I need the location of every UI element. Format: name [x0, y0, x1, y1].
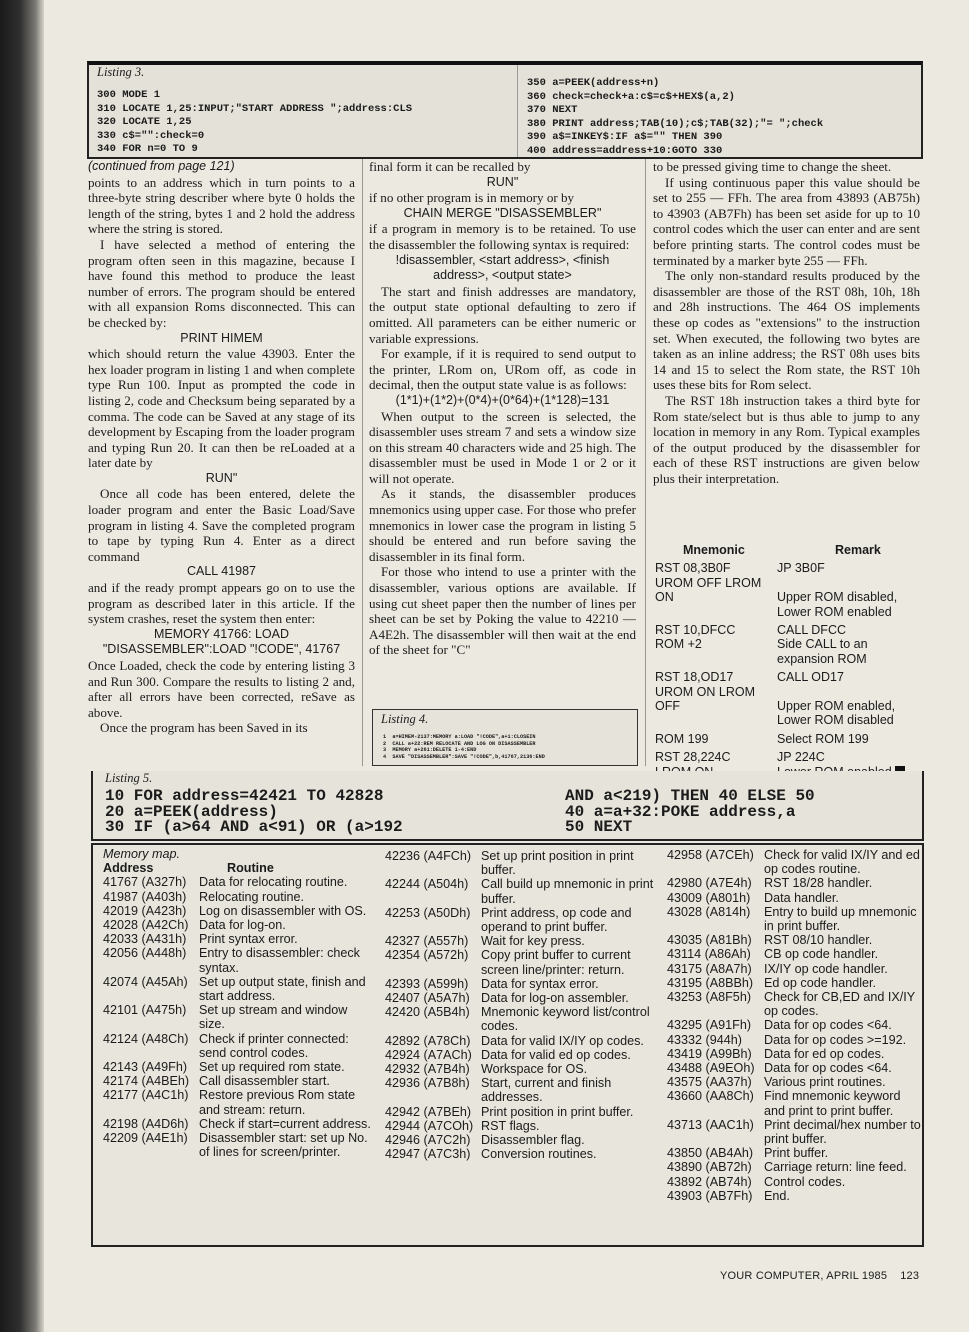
remark-cell: JP 3B0F Upper ROM disabled, Lower ROM enabled	[777, 561, 898, 619]
address-header: Address	[103, 861, 154, 876]
page-number: 123	[900, 1270, 920, 1282]
routine-description: Mnemonic keyword list/control codes.	[481, 1005, 650, 1034]
routine-description: Disassembler flag.	[481, 1133, 585, 1148]
mnemonic-header: Mnemonic	[683, 543, 745, 557]
memory-address: 42033 (A431h)	[103, 932, 187, 947]
paragraph: which should return the value 43903. Enter the hex loader program in listing 1 and when complete type Run 100. Input as prompted the code in listing 2, code and Checksum being separated by a comma. The code can be Saved at any stage of its development by Escaping from the loader program and typing Run 20. It can then be reLoaded at a later date by	[88, 346, 355, 471]
code-line: 340 FOR n=0 TO 9	[97, 143, 198, 156]
listing-5-box	[91, 771, 924, 841]
paragraph: and if the ready prompt appears go on to use the program as described later in this article. If the system crashes, reset the system then enter:	[88, 580, 355, 627]
memory-address: 42942 (A7BEh)	[385, 1104, 472, 1119]
code-line: 1 a=HIMEM-2137:MEMORY a:LOAD "!CODE",a+1:CLOSEIN	[383, 734, 536, 740]
memory-map-entry	[667, 1075, 923, 1089]
memory-address: 42056 (A448h)	[103, 946, 187, 961]
memory-map-entry	[385, 991, 655, 1005]
remark-cell: CALL OD17 Upper ROM enabled, Lower ROM disabled	[777, 670, 896, 728]
listing-5-left-code	[105, 789, 403, 836]
routine-description: Data for log-on assembler.	[481, 991, 629, 1006]
memory-map-entry	[667, 962, 923, 976]
routine-description: Check for CB,ED and IX/IY op codes.	[764, 990, 915, 1019]
routine-description: Print syntax error.	[199, 932, 298, 947]
memory-address: 43713 (AAC1h)	[667, 1117, 754, 1132]
command-line: (1*1)+(1*2)+(0*4)+(0*64)+(1*128)=131	[395, 392, 610, 407]
code-line: 310 LOCATE 1,25:INPUT;"START ADDRESS ";address:CLS	[97, 102, 413, 115]
memory-address: 43892 (AB74h)	[667, 1174, 752, 1189]
memory-address: 42892 (A78Ch)	[385, 1033, 471, 1048]
memory-map-title: Memory map.	[103, 847, 180, 861]
code-line: 3 MEMORY a+261:DELETE 1-4:END	[383, 747, 477, 754]
routine-description: Data handler.	[764, 890, 839, 905]
memory-address: 43028 (A814h)	[667, 904, 751, 919]
routine-description: Print position in print buffer.	[481, 1104, 634, 1119]
listing-5-caption: Listing 5.	[105, 771, 153, 785]
code-line: 4 SAVE "DISASSEMBLER":SAVE "!CODE",b,41767,2136:END	[383, 753, 545, 760]
mnemonic-row	[655, 623, 920, 666]
routine-description: Start, current and finish addresses.	[481, 1076, 612, 1105]
remark-cell: Select ROM 199	[777, 731, 869, 746]
article-column-3	[653, 159, 920, 486]
routine-description: Data for op codes <64.	[764, 1018, 892, 1033]
routine-description: Data for valid ed op codes.	[481, 1047, 631, 1062]
routine-description: Check for valid IX/IY and ed op codes routine.	[764, 848, 920, 877]
memory-map-entry	[667, 1189, 923, 1203]
command-line: CHAIN MERGE "DISASSEMBLER"	[403, 205, 602, 220]
code-line: 390 a$=INKEY$:IF a$="" THEN 390	[527, 131, 723, 144]
code-line: 370 NEXT	[527, 104, 578, 117]
command-line: !disassembler, <start address>, <finish address>, <output state>	[395, 252, 610, 283]
memory-map-entry	[385, 1034, 655, 1048]
routine-description: RST flags.	[481, 1118, 540, 1133]
memory-map-entry	[667, 933, 923, 947]
mnemonic-table	[655, 543, 920, 779]
memory-map-entry	[667, 947, 923, 961]
command-line: CALL 41987	[186, 564, 257, 579]
memory-address: 42074 (A45Ah)	[103, 974, 188, 989]
memory-address: 43419 (A99Bh)	[667, 1046, 752, 1061]
paragraph: When output to the screen is selected, the disassembler uses stream 7 and sets a window size on this stream 40 characters wide and 25 high. The disassembler must be used in Mode 1 or 2 or it will not operate.	[369, 408, 636, 486]
routine-description: Print buffer.	[764, 1146, 829, 1161]
memory-map-entry	[385, 1062, 655, 1076]
memory-map-entry	[385, 1005, 655, 1033]
memory-address: 42420 (A5B4h)	[385, 1005, 470, 1020]
memory-address: 42980 (A7E4h)	[667, 876, 752, 891]
memory-map-entry	[385, 1119, 655, 1133]
memory-map-entry	[103, 975, 373, 1003]
memory-address: 43035 (A81Bh)	[667, 933, 752, 948]
code-line: 30 IF (a>64 AND a<91) OR (a>192	[105, 818, 403, 836]
memory-map-column-3	[667, 848, 923, 1203]
memory-map-entry	[103, 1074, 373, 1088]
routine-description: Call disassembler start.	[199, 1074, 330, 1089]
routine-description: IX/IY op code handler.	[764, 961, 888, 976]
routine-description: Disassembler start: set up No. of lines for screen/printer.	[199, 1131, 368, 1160]
routine-description: Entry to build up mnemonic in print buffer.	[764, 904, 917, 934]
memory-map-entry	[667, 1175, 923, 1189]
mnemonic-row	[655, 732, 920, 746]
memory-address: 42174 (A4BEh)	[103, 1074, 190, 1089]
memory-address: 41987 (A403h)	[103, 889, 187, 904]
routine-description: Carriage return: line feed.	[764, 1160, 907, 1175]
memory-map-entry	[103, 1131, 373, 1159]
routine-description: Restore previous Rom state and stream: return.	[199, 1088, 356, 1117]
memory-map-entry	[103, 1032, 373, 1060]
memory-address: 43903 (AB7Fh)	[667, 1188, 753, 1203]
memory-map-entry	[667, 905, 923, 933]
memory-map-entry	[667, 1146, 923, 1160]
code-line: 400 address=address+10:GOTO 330	[527, 144, 723, 157]
memory-map-entry	[385, 849, 655, 877]
memory-address: 42124 (A48Ch)	[103, 1031, 189, 1046]
remark-header: Remark	[835, 543, 881, 557]
routine-description: Conversion routines.	[481, 1147, 597, 1162]
routine-description: Wait for key press.	[481, 934, 585, 949]
code-line: 380 PRINT address;TAB(10);c$;TAB(32);"= ";check	[527, 117, 824, 130]
publication-name: YOUR COMPUTER, APRIL 1985	[720, 1270, 888, 1282]
paragraph: Once the program has been Saved in its	[100, 720, 308, 736]
memory-map-entry	[385, 977, 655, 991]
column-rule	[362, 159, 363, 766]
command-line: MEMORY 41766: LOAD "DISASSEMBLER":LOAD "!CODE", 41767	[102, 626, 341, 657]
memory-address: 43253 (A8F5h)	[667, 990, 752, 1005]
memory-map-entry	[103, 904, 373, 918]
routine-description: Find mnemonic keyword and print to print buffer.	[764, 1089, 901, 1118]
memory-map-entry	[667, 891, 923, 905]
article-column-1	[88, 159, 355, 736]
memory-address: 43175 (A8A7h)	[667, 961, 752, 976]
memory-address: 43009 (A801h)	[667, 890, 751, 905]
memory-map-entry	[103, 946, 373, 974]
paragraph: if no other program is in memory or by	[369, 190, 575, 206]
memory-map-entry	[385, 877, 655, 905]
paragraph: final form it can be recalled by	[369, 159, 531, 174]
memory-map-entry	[667, 1118, 923, 1146]
memory-address: 42244 (A504h)	[385, 877, 469, 892]
memory-address: 42177 (A4C1h)	[103, 1088, 189, 1103]
memory-map-entry	[103, 932, 373, 946]
routine-header: Routine	[227, 861, 274, 876]
memory-map-entry	[667, 1047, 923, 1061]
memory-address: 42198 (A4D6h)	[103, 1116, 189, 1131]
paragraph: if a program in memory is to be retained. To use the disassembler the following syntax is required:	[369, 221, 636, 252]
memory-address: 43295 (A91Fh)	[667, 1018, 752, 1033]
paragraph: I have selected a method of entering the program often seen in this magazine, because I have found this method to produce the least number of errors. The program should be entered with all expansion Roms disconnected. This can be checked by:	[88, 236, 355, 330]
code-line: 320 LOCATE 1,25	[97, 116, 192, 129]
memory-map-entry	[385, 1133, 655, 1147]
memory-address: 42019 (A423h)	[103, 903, 187, 918]
memory-address: 42924 (A7ACh)	[385, 1047, 472, 1062]
memory-map-entry	[103, 1003, 373, 1031]
listing-3-divider	[517, 65, 518, 157]
routine-description: Set up print position in print buffer.	[481, 849, 634, 878]
memory-map-entry	[667, 1089, 923, 1117]
paragraph: Once Loaded, check the code by entering listing 3 and Run 300. Compare the results to listing 2 and, after all errors have been corrected, reSave as above.	[88, 658, 355, 720]
code-line: 2 CALL a+22:REM RELOCATE AND LOG ON DISASSEMBLER	[383, 740, 536, 747]
memory-address: 43575 (AA37h)	[667, 1075, 752, 1090]
page-footer	[720, 1270, 919, 1282]
paragraph: For example, if it is required to send output to the printer, LRom on, URom off, as code in decimal, then the output state value is as follows:	[369, 346, 636, 393]
memory-map-entry	[103, 918, 373, 932]
code-line: 300 MODE 1	[97, 89, 161, 101]
memory-address: 42209 (A4E1h)	[103, 1131, 188, 1146]
memory-address: 42947 (A7C3h)	[385, 1147, 471, 1162]
memory-address: 43195 (A8BBh)	[667, 975, 754, 990]
code-line: 350 a=PEEK(address+n)	[527, 77, 660, 89]
routine-description: Various print routines.	[764, 1075, 886, 1090]
listing-3-box	[87, 61, 923, 159]
routine-description: Data for op codes >=192.	[764, 1032, 907, 1047]
mnemonic-cell: RST 08,3B0F UROM OFF LROM ON	[655, 561, 762, 605]
listing-3-left-code	[97, 89, 412, 157]
routine-description: Data for ed op codes.	[764, 1046, 885, 1061]
memory-address: 42101 (A475h)	[103, 1003, 187, 1018]
memory-address: 41767 (A327h)	[103, 875, 187, 890]
memory-map-column-1	[103, 847, 373, 1159]
memory-map-entry	[385, 948, 655, 976]
memory-address: 42946 (A7C2h)	[385, 1133, 471, 1148]
memory-map-entry	[667, 1018, 923, 1032]
paragraph: As it stands, the disassembler produces mnemonics using upper case. For those who prefer mnemonics in lower case the program in listing 5 should be entered and run before saving the disassembler in its final form.	[369, 486, 636, 564]
routine-description: Copy print buffer to current screen line/printer: return.	[481, 948, 631, 977]
paragraph: points to an address which in turn points to a three-byte string describer where byte 0 holds the length of the string, bytes 1 and 2 hold the address where the string is stored.	[88, 174, 355, 237]
mnemonic-table-header	[655, 543, 920, 557]
memory-address: 42327 (A557h)	[385, 934, 469, 949]
routine-description: Check if start=current address.	[199, 1116, 371, 1131]
routine-description: RST 08/10 handler.	[764, 933, 873, 948]
article-column-2	[369, 159, 636, 658]
mnemonic-row	[655, 561, 920, 619]
routine-description: Call build up mnemonic in print buffer.	[481, 877, 654, 906]
paragraph: The RST 18h instruction takes a third byte for Rom state/select but is thus able to jump to any location in memory in any Rom. Typical examples of the output produced by the disassembler for each of these RST instructions are given below plus their interpretation.	[653, 392, 920, 486]
memory-map-entry	[385, 934, 655, 948]
routine-description: Data for valid IX/IY op codes.	[481, 1033, 644, 1048]
routine-description: Data for op codes <64.	[764, 1061, 892, 1076]
memory-address: 42143 (A49Fh)	[103, 1060, 188, 1075]
memory-map-entry	[385, 1076, 655, 1104]
listing-3-right-code	[527, 77, 823, 159]
memory-map-entry	[385, 906, 655, 934]
memory-map-entry	[385, 1048, 655, 1062]
memory-address: 43850 (AB4Ah)	[667, 1146, 754, 1161]
mnemonic-cell: ROM 199	[655, 731, 709, 746]
memory-address: 42393 (A599h)	[385, 976, 469, 991]
routine-description: Workspace for OS.	[481, 1062, 588, 1077]
column-rule	[645, 159, 646, 766]
routine-description: End.	[764, 1188, 790, 1203]
routine-description: RST 18/28 handler.	[764, 876, 873, 891]
memory-address: 43890 (AB72h)	[667, 1160, 752, 1175]
routine-description: Print address, op code and operand to print buffer.	[481, 905, 632, 935]
memory-address: 42936 (A7B8h)	[385, 1076, 470, 1091]
memory-address: 42354 (A572h)	[385, 948, 469, 963]
listing-3-caption: Listing 3.	[97, 65, 145, 79]
remark-cell: JP 224C	[777, 750, 920, 779]
mnemonic-cell: RST 10,DFCC ROM +2	[655, 623, 736, 652]
remark-cell: CALL DFCC Side CALL to an expansion ROM	[777, 623, 868, 666]
routine-description: Check if printer connected: send control codes.	[199, 1031, 349, 1060]
memory-map-entry	[103, 1060, 373, 1074]
code-line: 20 a=PEEK(address)	[105, 802, 278, 821]
routine-description: Data for log-on.	[199, 918, 286, 933]
mnemonic-cell: RST 28,224C	[655, 750, 731, 765]
memory-address: 43488 (A9EOh)	[667, 1061, 755, 1076]
memory-address: 42407 (A5A7h)	[385, 991, 470, 1006]
memory-map-entry	[103, 1117, 373, 1131]
memory-map-entry	[103, 875, 373, 889]
code-line: 10 FOR address=42421 TO 42828	[105, 787, 384, 805]
routine-description: Print decimal/hex number to print buffer.	[764, 1117, 921, 1147]
code-line: 330 c$="":check=0	[97, 129, 205, 142]
paragraph: to be pressed giving time to change the sheet.	[653, 159, 892, 174]
routine-description: Log on disassembler with OS.	[199, 903, 367, 918]
memory-address: 42253 (A50Dh)	[385, 905, 471, 920]
routine-description: Set up stream and window size.	[199, 1003, 348, 1032]
book-binding-shadow	[0, 0, 44, 1332]
routine-description: Set up required rom state.	[199, 1060, 345, 1075]
routine-description: CB op code handler.	[764, 947, 879, 962]
listing-4-code	[383, 734, 545, 760]
continuation-note: (continued from page 121)	[88, 159, 235, 173]
memory-address: 43660 (AA8Ch)	[667, 1089, 754, 1104]
routine-description: Entry to disassembler: check syntax.	[199, 946, 360, 975]
memory-map-column-2	[385, 849, 655, 1161]
listing-5-right-code	[565, 789, 815, 836]
memory-map-entry	[385, 1105, 655, 1119]
memory-map-box	[91, 843, 924, 1247]
memory-map-entry	[667, 976, 923, 990]
command-line: RUN"	[486, 174, 519, 189]
routine-description: Data for relocating routine.	[199, 875, 348, 890]
routine-description: Data for syntax error.	[481, 976, 599, 991]
memory-address: 42932 (A7B4h)	[385, 1062, 470, 1077]
paragraph: The start and finish addresses are mandatory, the output state optional defaulting to zero if omitted. All parameters can be either numeric or variable expressions.	[369, 283, 636, 346]
listing-4-box	[372, 709, 638, 766]
mnemonic-cell: RST 18,OD17 UROM ON LROM OFF	[655, 670, 755, 714]
memory-address: 42958 (A7CEh)	[667, 848, 754, 862]
memory-map-entry	[103, 890, 373, 904]
paragraph: If using continuous paper this value should be set to 255 — FFh. The area from 43893 (AB75h) to 43903 (AB7Fh) has been set aside for up to 10 control codes which the user can enter and are sent before printing starts. The control codes must be terminated by a marker byte 255 — FFh.	[653, 174, 920, 268]
command-line: PRINT HIMEM	[180, 330, 263, 345]
memory-map-entry	[667, 1033, 923, 1047]
memory-map-entry	[667, 1160, 923, 1174]
memory-map-entry	[385, 1147, 655, 1161]
routine-description: Control codes.	[764, 1174, 846, 1189]
memory-map-entry	[667, 1061, 923, 1075]
paragraph: For those who intend to use a printer with the disassembler, various options are available. If using cut sheet paper then the number of lines per sheet can be set by Poking the value to 42210 — A4E2h. The disassembler will then wait at the end of the sheet for "C"	[369, 564, 636, 658]
memory-map-entry	[667, 990, 923, 1018]
memory-map-entry	[103, 1088, 373, 1116]
memory-map-entry	[667, 876, 923, 890]
memory-map-header	[103, 861, 373, 875]
paragraph: Once all code has been entered, delete the loader program and enter the Basic Load/Save program in listing 4. Save the completed program to tape by typing Run 4. Enter as a direct command	[88, 486, 355, 564]
memory-address: 43114 (A86Ah)	[667, 947, 751, 962]
routine-description: Ed op code handler.	[764, 975, 877, 990]
code-line: AND a<219) THEN 40 ELSE 50	[565, 787, 815, 805]
memory-address: 43332 (944h)	[667, 1032, 742, 1047]
routine-description: Relocating routine.	[199, 889, 305, 904]
listing-4-caption: Listing 4.	[381, 712, 429, 726]
mnemonic-row	[655, 670, 920, 728]
memory-address: 42028 (A42Ch)	[103, 918, 189, 933]
code-line: 40 a=a+32:POKE address,a	[565, 802, 796, 821]
memory-address: 42236 (A4FCh)	[385, 849, 472, 863]
code-line: 50 NEXT	[565, 818, 633, 836]
memory-map-entry	[667, 848, 923, 876]
routine-description: Set up output state, finish and start address.	[199, 974, 366, 1004]
command-line: RUN"	[205, 470, 238, 485]
paragraph: The only non-standard results produced by the disassembler are those of the RST 08h, 10h, 18h and 28h instructions. The 464 OS implements these op codes as "extensions" to the instruction set. When executed, the following two bytes are taken as an inline address; the RST 08h uses bits 14 and 15 to select the Rom state, the RST 10h uses these bits for Rom select.	[653, 268, 920, 393]
memory-address: 42944 (A7COh)	[385, 1118, 474, 1133]
code-line: 360 check=check+a:c$=c$+HEX$(a,2)	[527, 90, 735, 103]
